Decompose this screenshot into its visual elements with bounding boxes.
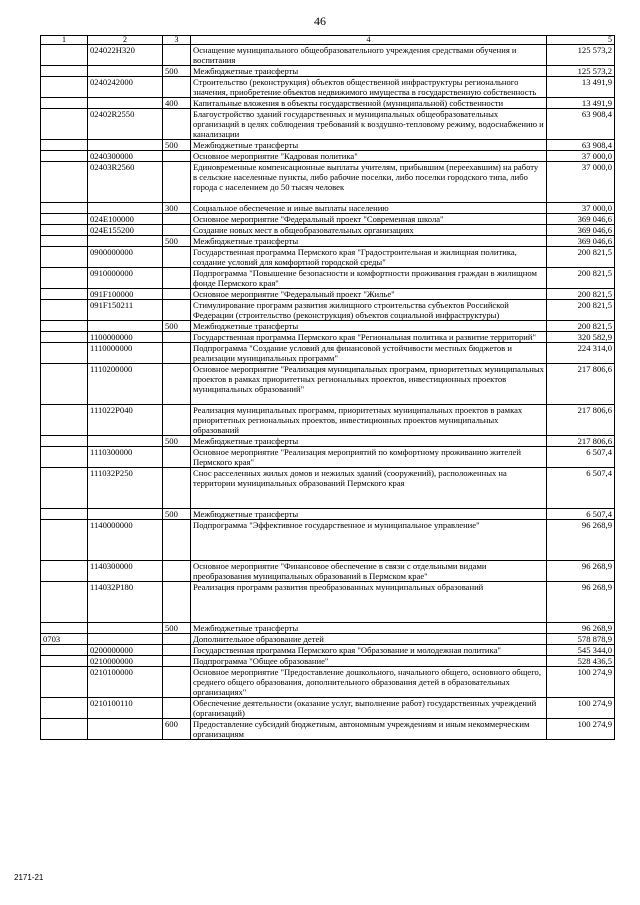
description-cell: Основное мероприятие "Реализация муниципальных программ, приоритетных муниципальных проектов в рамках приоритетных региональных проектов, инвестиционных проектов муниципальных образований" bbox=[191, 364, 547, 405]
table-row bbox=[41, 98, 615, 109]
target-article-cell: 111022Р040 bbox=[88, 405, 163, 436]
expense-type-cell bbox=[163, 364, 191, 405]
amount-cell: 37 000,0 bbox=[547, 151, 615, 162]
description-cell: Основное мероприятие "Федеральный проект "Современная школа" bbox=[191, 214, 547, 225]
table-row bbox=[41, 343, 615, 364]
section-code-cell bbox=[41, 214, 88, 225]
table-row bbox=[41, 162, 615, 203]
section-code-cell bbox=[41, 140, 88, 151]
section-code-cell bbox=[41, 289, 88, 300]
expense-type-cell bbox=[163, 225, 191, 236]
section-code-cell bbox=[41, 623, 88, 634]
table-row bbox=[41, 332, 615, 343]
target-article-cell bbox=[88, 321, 163, 332]
expense-type-cell: 500 bbox=[163, 140, 191, 151]
description-cell: Стимулирование программ развития жилищного строительства субъектов Российской Федерации (строительство (реконструкция) объектов социальной инфраструктуры) bbox=[191, 300, 547, 321]
amount-cell: 13 491,9 bbox=[547, 98, 615, 109]
section-code-cell bbox=[41, 332, 88, 343]
expense-type-cell: 500 bbox=[163, 623, 191, 634]
expense-type-cell bbox=[163, 645, 191, 656]
section-code-cell bbox=[41, 162, 88, 203]
amount-cell: 545 344,0 bbox=[547, 645, 615, 656]
amount-cell: 96 268,9 bbox=[547, 582, 615, 623]
table-row bbox=[41, 667, 615, 698]
description-cell: Строительство (реконструкция) объектов общественной инфраструктуры регионального значения, приобретение объектов недвижимого имущества в государственную собственность bbox=[191, 77, 547, 98]
table-row bbox=[41, 405, 615, 436]
table-row bbox=[41, 719, 615, 740]
target-article-cell bbox=[88, 436, 163, 447]
description-cell: Основное мероприятие "Предоставление дошкольного, начального общего, основного общего, среднего общего образования, дополнительного образования детей в образовательных организациях" bbox=[191, 667, 547, 698]
description-cell: Реализация программ развития преобразованных муниципальных образований bbox=[191, 582, 547, 623]
expense-type-cell: 500 bbox=[163, 321, 191, 332]
amount-cell: 200 821,5 bbox=[547, 321, 615, 332]
table-row bbox=[41, 77, 615, 98]
description-cell: Основное мероприятие "Кадровая политика" bbox=[191, 151, 547, 162]
amount-cell: 320 582,9 bbox=[547, 332, 615, 343]
section-code-cell bbox=[41, 109, 88, 140]
section-code-cell bbox=[41, 77, 88, 98]
page-number: 46 bbox=[314, 14, 326, 28]
target-article-cell: 024E100000 bbox=[88, 214, 163, 225]
expense-type-cell bbox=[163, 656, 191, 667]
target-article-cell: 111032Р250 bbox=[88, 468, 163, 509]
column-header: 2 bbox=[88, 36, 163, 45]
expense-type-cell bbox=[163, 667, 191, 698]
table-row bbox=[41, 447, 615, 468]
expense-type-cell bbox=[163, 45, 191, 66]
table-row bbox=[41, 214, 615, 225]
footer-code: 2171-21 bbox=[14, 873, 44, 882]
table-row bbox=[41, 509, 615, 520]
target-article-cell: 1140000000 bbox=[88, 520, 163, 561]
expense-type-cell bbox=[163, 77, 191, 98]
target-article-cell: 0240300000 bbox=[88, 151, 163, 162]
amount-cell: 100 274,9 bbox=[547, 667, 615, 698]
description-cell: Основное мероприятие "Реализация мероприятий по комфортному проживанию жителей Пермского края" bbox=[191, 447, 547, 468]
expense-type-cell: 500 bbox=[163, 236, 191, 247]
description-cell: Создание новых мест в общеобразовательных организациях bbox=[191, 225, 547, 236]
section-code-cell bbox=[41, 247, 88, 268]
section-code-cell bbox=[41, 343, 88, 364]
section-code-cell bbox=[41, 468, 88, 509]
expense-type-cell bbox=[163, 151, 191, 162]
target-article-cell: 091F100000 bbox=[88, 289, 163, 300]
target-article-cell bbox=[88, 236, 163, 247]
table-row bbox=[41, 225, 615, 236]
description-cell: Единовременные компенсационные выплаты учителям, прибывшим (переехавшим) на работу в сельские населенные пункты, либо рабочие поселки, либо поселки городского типа, либо города с населением до 50 тысяч человек bbox=[191, 162, 547, 203]
table-row bbox=[41, 645, 615, 656]
section-code-cell bbox=[41, 321, 88, 332]
amount-cell: 217 806,6 bbox=[547, 436, 615, 447]
expense-type-cell bbox=[163, 289, 191, 300]
table-row bbox=[41, 698, 615, 719]
description-cell: Межбюджетные трансферты bbox=[191, 623, 547, 634]
description-cell: Государственная программа Пермского края "Градостроительная и жилищная политика, создание условий для комфортной городской среды" bbox=[191, 247, 547, 268]
target-article-cell bbox=[88, 66, 163, 77]
target-article-cell: 0240242000 bbox=[88, 77, 163, 98]
description-cell: Основное мероприятие "Федеральный проект "Жилье" bbox=[191, 289, 547, 300]
table-row bbox=[41, 247, 615, 268]
section-code-cell bbox=[41, 667, 88, 698]
description-cell: Межбюджетные трансферты bbox=[191, 140, 547, 151]
expense-type-cell: 400 bbox=[163, 98, 191, 109]
expense-type-cell bbox=[163, 520, 191, 561]
expense-type-cell bbox=[163, 247, 191, 268]
amount-cell: 100 274,9 bbox=[547, 719, 615, 740]
amount-cell: 217 806,6 bbox=[547, 364, 615, 405]
amount-cell: 369 046,6 bbox=[547, 225, 615, 236]
amount-cell: 200 821,5 bbox=[547, 289, 615, 300]
table-row bbox=[41, 436, 615, 447]
expense-type-cell bbox=[163, 268, 191, 289]
amount-cell: 100 274,9 bbox=[547, 698, 615, 719]
description-cell: Подпрограмма "Создание условий для финансовой устойчивости местных бюджетов и реализации муниципальных программ" bbox=[191, 343, 547, 364]
column-header: 3 bbox=[163, 36, 191, 45]
amount-cell: 37 000,0 bbox=[547, 203, 615, 214]
description-cell: Подпрограмма "Общее образование" bbox=[191, 656, 547, 667]
amount-cell: 369 046,6 bbox=[547, 236, 615, 247]
expense-type-cell: 600 bbox=[163, 719, 191, 740]
amount-cell: 37 000,0 bbox=[547, 162, 615, 203]
description-cell: Государственная программа Пермского края "Образование и молодежная политика" bbox=[191, 645, 547, 656]
table-row bbox=[41, 364, 615, 405]
expense-type-cell bbox=[163, 561, 191, 582]
target-article-cell: 0200000000 bbox=[88, 645, 163, 656]
description-cell: Снос расселенных жилых домов и нежилых зданий (сооружений), расположенных на территории муниципальных образований Пермского края bbox=[191, 468, 547, 509]
description-cell: Межбюджетные трансферты bbox=[191, 66, 547, 77]
description-cell: Социальное обеспечение и иные выплаты населению bbox=[191, 203, 547, 214]
description-cell: Основное мероприятие "Финансовое обеспечение в связи с отдельными видами преобразования муниципальных образований в Пермском крае" bbox=[191, 561, 547, 582]
section-code-cell bbox=[41, 98, 88, 109]
expense-type-cell: 500 bbox=[163, 66, 191, 77]
target-article-cell: 0210000000 bbox=[88, 656, 163, 667]
amount-cell: 528 436,5 bbox=[547, 656, 615, 667]
table-row bbox=[41, 66, 615, 77]
section-code-cell bbox=[41, 225, 88, 236]
amount-cell: 96 268,9 bbox=[547, 561, 615, 582]
table-row bbox=[41, 268, 615, 289]
description-cell: Капитальные вложения в объекты государственной (муниципальной) собственности bbox=[191, 98, 547, 109]
expense-type-cell bbox=[163, 332, 191, 343]
amount-cell: 6 507,4 bbox=[547, 468, 615, 509]
expense-type-cell bbox=[163, 698, 191, 719]
section-code-cell bbox=[41, 509, 88, 520]
section-code-cell bbox=[41, 520, 88, 561]
column-header: 1 bbox=[41, 36, 88, 45]
target-article-cell: 0210100110 bbox=[88, 698, 163, 719]
table-row bbox=[41, 236, 615, 247]
table-row bbox=[41, 520, 615, 561]
table-body bbox=[41, 45, 615, 740]
expense-type-cell: 500 bbox=[163, 509, 191, 520]
header-row bbox=[41, 36, 615, 45]
target-article-cell: 024022Н320 bbox=[88, 45, 163, 66]
table-row bbox=[41, 561, 615, 582]
description-cell: Государственная программа Пермского края "Региональная политика и развитие территорий" bbox=[191, 332, 547, 343]
target-article-cell bbox=[88, 623, 163, 634]
section-code-cell bbox=[41, 151, 88, 162]
section-code-cell bbox=[41, 582, 88, 623]
section-code-cell bbox=[41, 405, 88, 436]
section-code-cell bbox=[41, 300, 88, 321]
amount-cell: 125 573,2 bbox=[547, 66, 615, 77]
table-row bbox=[41, 151, 615, 162]
section-code-cell bbox=[41, 66, 88, 77]
section-code-cell bbox=[41, 719, 88, 740]
target-article-cell: 1110200000 bbox=[88, 364, 163, 405]
amount-cell: 63 908,4 bbox=[547, 140, 615, 151]
expense-type-cell: 500 bbox=[163, 436, 191, 447]
section-code-cell bbox=[41, 236, 88, 247]
target-article-cell bbox=[88, 140, 163, 151]
section-code-cell bbox=[41, 656, 88, 667]
table-row bbox=[41, 468, 615, 509]
amount-cell: 578 878,9 bbox=[547, 634, 615, 645]
amount-cell: 96 268,9 bbox=[547, 623, 615, 634]
table-row bbox=[41, 203, 615, 214]
amount-cell: 200 821,5 bbox=[547, 268, 615, 289]
table-row bbox=[41, 321, 615, 332]
expense-type-cell bbox=[163, 109, 191, 140]
target-article-cell: 091F150211 bbox=[88, 300, 163, 321]
description-cell: Обеспечение деятельности (оказание услуг, выполнение работ) государственных учреждений (организаций) bbox=[191, 698, 547, 719]
target-article-cell bbox=[88, 719, 163, 740]
amount-cell: 6 507,4 bbox=[547, 447, 615, 468]
target-article-cell: 0900000000 bbox=[88, 247, 163, 268]
description-cell: Предоставление субсидий бюджетным, автономным учреждениям и иным некоммерческим организациям bbox=[191, 719, 547, 740]
target-article-cell bbox=[88, 509, 163, 520]
amount-cell: 125 573,2 bbox=[547, 45, 615, 66]
table-row bbox=[41, 109, 615, 140]
target-article-cell: 1110300000 bbox=[88, 447, 163, 468]
expense-type-cell bbox=[163, 214, 191, 225]
target-article-cell: 1140300000 bbox=[88, 561, 163, 582]
column-header: 5 bbox=[547, 36, 615, 45]
table-row bbox=[41, 45, 615, 66]
section-code-cell bbox=[41, 203, 88, 214]
target-article-cell bbox=[88, 634, 163, 645]
expense-type-cell bbox=[163, 405, 191, 436]
expense-type-cell bbox=[163, 343, 191, 364]
expense-type-cell bbox=[163, 582, 191, 623]
amount-cell: 96 268,9 bbox=[547, 520, 615, 561]
description-cell: Подпрограмма "Повышение безопасности и комфортности проживания граждан в жилищном фонде Пермского края" bbox=[191, 268, 547, 289]
target-article-cell: 02403R2560 bbox=[88, 162, 163, 203]
description-cell: Межбюджетные трансферты bbox=[191, 236, 547, 247]
target-article-cell: 1110000000 bbox=[88, 343, 163, 364]
amount-cell: 200 821,5 bbox=[547, 247, 615, 268]
expense-type-cell bbox=[163, 634, 191, 645]
expense-type-cell bbox=[163, 468, 191, 509]
section-code-cell bbox=[41, 447, 88, 468]
description-cell: Дополнительное образование детей bbox=[191, 634, 547, 645]
section-code-cell: 0703 bbox=[41, 634, 88, 645]
target-article-cell: 0910000000 bbox=[88, 268, 163, 289]
description-cell: Межбюджетные трансферты bbox=[191, 321, 547, 332]
table-row bbox=[41, 300, 615, 321]
expense-type-cell bbox=[163, 447, 191, 468]
description-cell: Подпрограмма "Эффективное государственное и муниципальное управление" bbox=[191, 520, 547, 561]
target-article-cell bbox=[88, 203, 163, 214]
section-code-cell bbox=[41, 698, 88, 719]
column-header: 4 bbox=[191, 36, 547, 45]
table-row bbox=[41, 582, 615, 623]
target-article-cell: 02402R2550 bbox=[88, 109, 163, 140]
table-row bbox=[41, 289, 615, 300]
section-code-cell bbox=[41, 645, 88, 656]
table-row bbox=[41, 623, 615, 634]
description-cell: Реализация муниципальных программ, приоритетных муниципальных проектов в рамках приоритетных региональных проектов, инвестиционных проектов муниципальных образований bbox=[191, 405, 547, 436]
table-row bbox=[41, 656, 615, 667]
amount-cell: 6 507,4 bbox=[547, 509, 615, 520]
table-row bbox=[41, 634, 615, 645]
section-code-cell bbox=[41, 364, 88, 405]
target-article-cell bbox=[88, 98, 163, 109]
amount-cell: 217 806,6 bbox=[547, 405, 615, 436]
target-article-cell: 024E155200 bbox=[88, 225, 163, 236]
amount-cell: 13 491,9 bbox=[547, 77, 615, 98]
target-article-cell: 0210100000 bbox=[88, 667, 163, 698]
amount-cell: 369 046,6 bbox=[547, 214, 615, 225]
expense-type-cell: 300 bbox=[163, 203, 191, 214]
amount-cell: 200 821,5 bbox=[547, 300, 615, 321]
table-row bbox=[41, 140, 615, 151]
section-code-cell bbox=[41, 45, 88, 66]
section-code-cell bbox=[41, 436, 88, 447]
target-article-cell: 114032Р180 bbox=[88, 582, 163, 623]
amount-cell: 224 314,0 bbox=[547, 343, 615, 364]
description-cell: Благоустройство зданий государственных и муниципальных общеобразовательных организаций в целях соблюдения требований к воздушно-тепловому режиму, водоснабжению и канализации bbox=[191, 109, 547, 140]
description-cell: Межбюджетные трансферты bbox=[191, 509, 547, 520]
amount-cell: 63 908,4 bbox=[547, 109, 615, 140]
description-cell: Оснащение муниципального общеобразовательного учреждения средствами обучения и воспитания bbox=[191, 45, 547, 66]
section-code-cell bbox=[41, 268, 88, 289]
section-code-cell bbox=[41, 561, 88, 582]
expense-type-cell bbox=[163, 300, 191, 321]
target-article-cell: 1100000000 bbox=[88, 332, 163, 343]
description-cell: Межбюджетные трансферты bbox=[191, 436, 547, 447]
budget-table bbox=[40, 35, 615, 740]
expense-type-cell bbox=[163, 162, 191, 203]
